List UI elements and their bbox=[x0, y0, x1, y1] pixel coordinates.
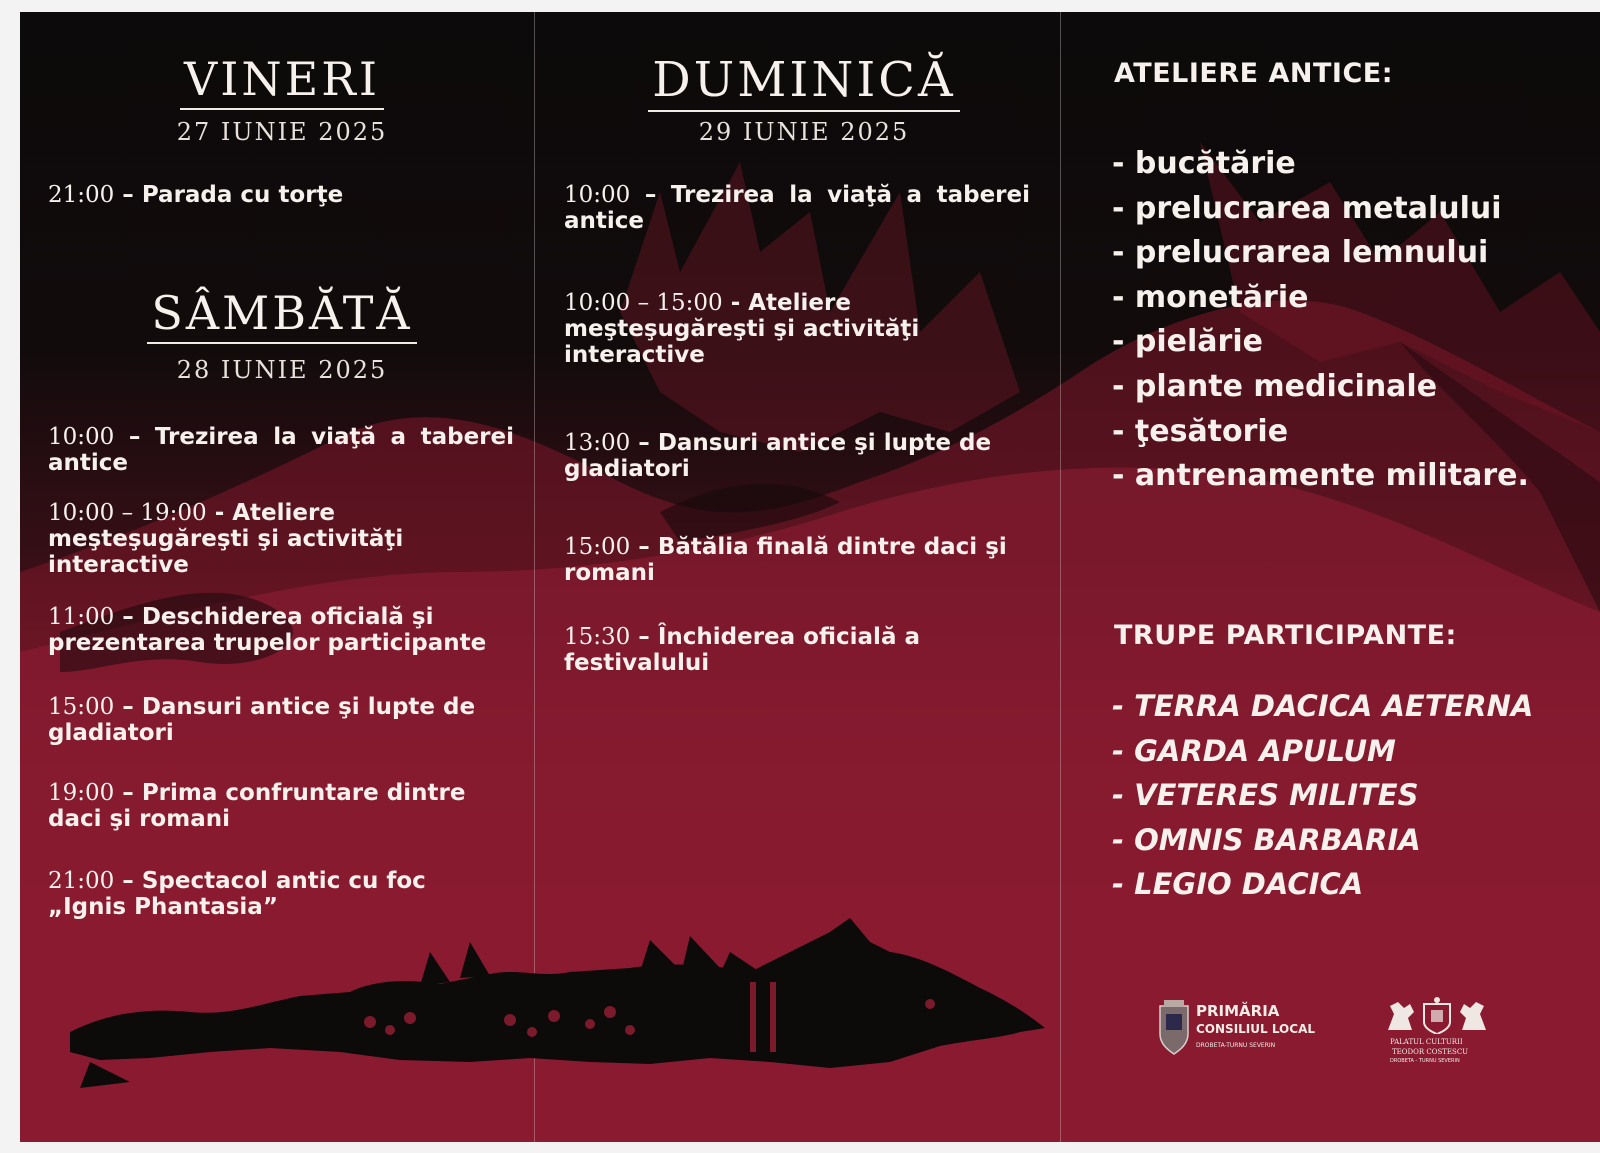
list-item: - LEGIO DACICA bbox=[1112, 867, 1364, 902]
friday-title: VINERI bbox=[20, 52, 544, 110]
saturday-event-6: 21:00 – Spectacol antic cu foc „Ignis Phantasia” bbox=[48, 868, 426, 920]
event-text: Deschiderea oficială şi prezentarea trupelor participante bbox=[48, 604, 487, 656]
primaria-logo bbox=[1158, 1000, 1315, 1070]
saturday-event-1: 10:00 – Trezirea la viaţă a taberei antice bbox=[48, 424, 515, 476]
palatul-culturii-logo bbox=[1384, 996, 1494, 1076]
list-item: - GARDA APULUM bbox=[1112, 733, 1396, 768]
event-time: 13:00 bbox=[564, 430, 631, 456]
list-item: - monetărie bbox=[1112, 279, 1309, 315]
sunday-event-3: 13:00 – Dansuri antice şi lupte de gladiatori bbox=[564, 430, 992, 482]
sunday-event-5: 15:30 – Închiderea oficială a festivalului bbox=[564, 624, 920, 676]
workshops-list bbox=[1112, 142, 1529, 499]
list-item: - prelucrarea metalului bbox=[1112, 190, 1502, 226]
list-item: - prelucrarea lemnului bbox=[1112, 235, 1489, 271]
brochure-sheet bbox=[20, 12, 1600, 1142]
event-text: Ateliere meşteşugăreşti şi activităţi interactive bbox=[48, 500, 404, 578]
saturday-event-2: 10:00 – 19:00 - Ateliere meşteşugăreşti şi activităţi interactive bbox=[48, 500, 404, 578]
list-item: - VETERES MILITES bbox=[1112, 778, 1419, 813]
event-text: Închiderea oficială a festivalului bbox=[564, 624, 920, 676]
list-item: - OMNIS BARBARIA bbox=[1112, 822, 1421, 857]
event-time: 21:00 bbox=[48, 868, 115, 894]
sunday-date: 29 IUNIE 2025 bbox=[698, 118, 910, 146]
event-time: 21:00 bbox=[48, 182, 115, 208]
palat-line2: TEODOR COSTESCU bbox=[1392, 1048, 1469, 1056]
list-item: - plante medicinale bbox=[1112, 368, 1438, 404]
saturday-event-4: 15:00 – Dansuri antice şi lupte de gladiatori bbox=[48, 694, 476, 746]
event-time: 10:00 bbox=[564, 182, 631, 208]
palat-line1: PALATUL CULTURII bbox=[1390, 1038, 1463, 1046]
event-time: 15:00 bbox=[48, 694, 115, 720]
saturday-event-3: 11:00 – Deschiderea oficială şi prezentarea trupelor participante bbox=[48, 604, 487, 656]
draco-dragon-icon bbox=[70, 912, 1050, 1102]
event-text: Dansuri antice şi lupte de gladiatori bbox=[48, 694, 476, 746]
event-time: 15:30 bbox=[564, 624, 631, 650]
palat-line3: DROBETA - TURNU SEVERIN bbox=[1390, 1058, 1460, 1064]
lions-crest-icon bbox=[1384, 996, 1490, 1034]
saturday-event-5: 19:00 – Prima confruntare dintre daci şi romani bbox=[48, 780, 466, 832]
list-item: - ţesătorie bbox=[1112, 413, 1289, 449]
saturday-date: 28 IUNIE 2025 bbox=[176, 356, 388, 384]
friday-date: 27 IUNIE 2025 bbox=[176, 118, 388, 146]
event-text: Prima confruntare dintre daci şi romani bbox=[48, 780, 466, 832]
primaria-line2: CONSILIUL LOCAL bbox=[1196, 1022, 1315, 1036]
list-item: - bucătărie bbox=[1112, 146, 1296, 181]
event-text: Ateliere meşteşugăreşti şi activităţi interactive bbox=[564, 290, 920, 368]
event-text: Trezirea la viaţă a taberei antice bbox=[48, 424, 515, 476]
friday-event-1: 21:00 – Parada cu torţe bbox=[48, 182, 344, 208]
event-time: 10:00 – 15:00 bbox=[564, 290, 723, 316]
event-text: Parada cu torţe bbox=[141, 182, 344, 208]
event-time: 11:00 bbox=[48, 604, 115, 630]
sunday-title: DUMINICĂ bbox=[532, 52, 1076, 112]
troupes-title: TRUPE PARTICIPANTE: bbox=[1114, 620, 1457, 651]
primaria-line1: PRIMĂRIA bbox=[1196, 1002, 1280, 1020]
workshops-title: ATELIERE ANTICE: bbox=[1114, 58, 1394, 89]
saturday-title: SÂMBĂTĂ bbox=[20, 286, 544, 344]
sunday-event-1: 10:00 – Trezirea la viaţă a taberei antice bbox=[564, 182, 1031, 234]
column-workshops-troupes bbox=[1078, 12, 1598, 1142]
sunday-event-2: 10:00 – 15:00 - Ateliere meşteşugăreşti şi activităţi interactive bbox=[564, 290, 920, 368]
sunday-event-4: 15:00 – Bătălia finală dintre daci şi romani bbox=[564, 534, 1007, 586]
primaria-line3: DROBETA-TURNU SEVERIN bbox=[1196, 1042, 1276, 1049]
list-item: - antrenamente militare. bbox=[1112, 458, 1529, 494]
event-text: Spectacol antic cu foc „Ignis Phantasia” bbox=[48, 868, 426, 920]
coat-of-arms-icon bbox=[1158, 1000, 1190, 1056]
event-time: 15:00 bbox=[564, 534, 631, 560]
event-time: 19:00 bbox=[48, 780, 115, 806]
troupes-list bbox=[1112, 684, 1533, 907]
list-item: - TERRA DACICA AETERNA bbox=[1112, 689, 1534, 723]
event-text: Trezirea la viaţă a taberei antice bbox=[564, 182, 1031, 234]
event-text: Bătălia finală dintre daci şi romani bbox=[564, 534, 1007, 586]
event-time: 10:00 bbox=[48, 424, 115, 450]
list-item: - pielărie bbox=[1112, 324, 1263, 360]
event-time: 10:00 – 19:00 bbox=[48, 500, 207, 526]
event-text: Dansuri antice şi lupte de gladiatori bbox=[564, 430, 992, 482]
